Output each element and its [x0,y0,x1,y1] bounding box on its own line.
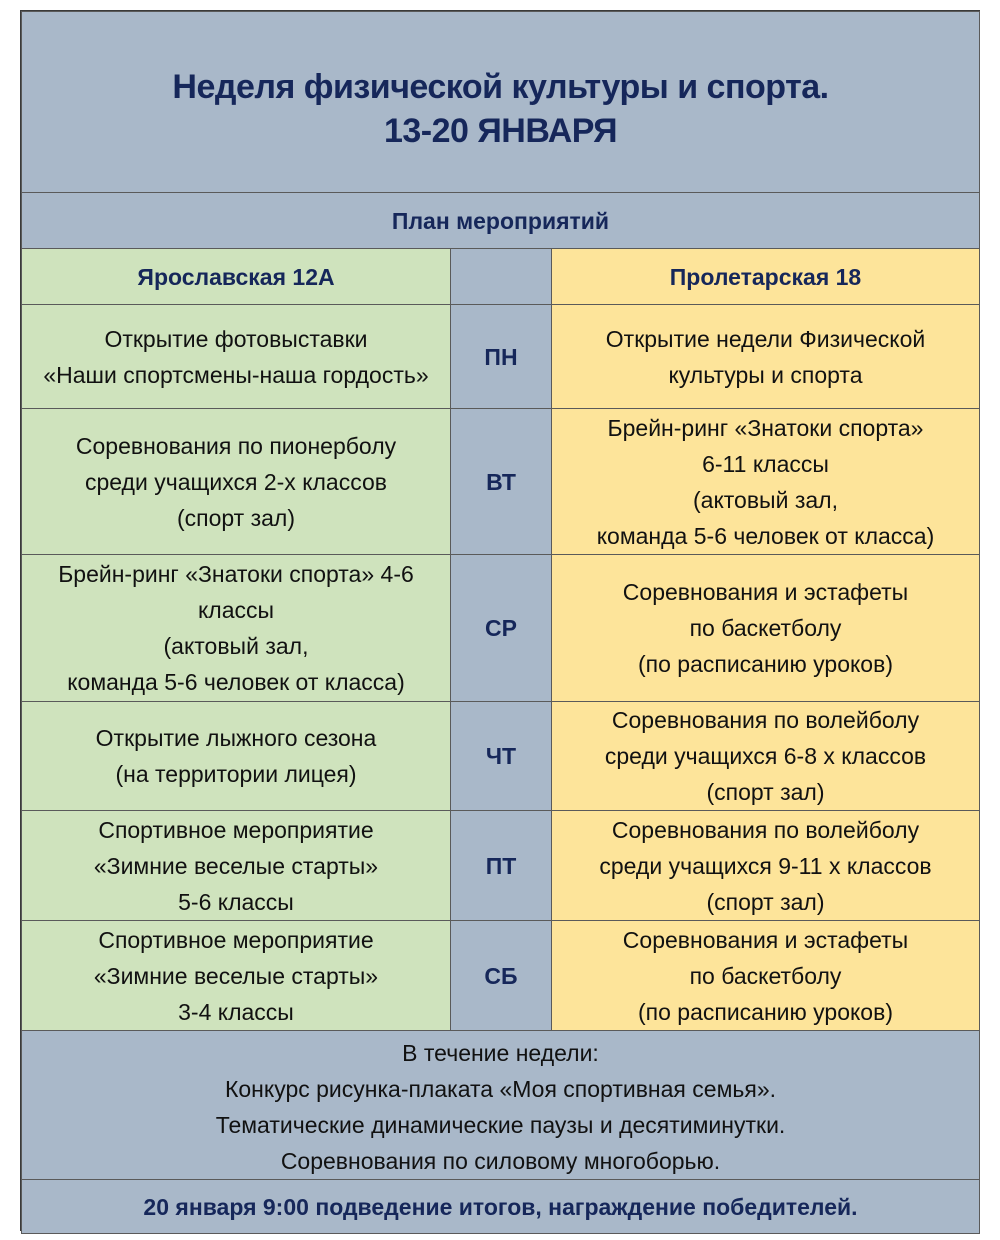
final-row [22,1180,980,1234]
cell-line: «Зимние веселые старты» [93,962,379,989]
day-label: ЧТ [451,702,552,811]
right-cell [552,305,980,409]
left-cell [22,555,451,702]
day-label: СР [451,555,552,702]
day-row [22,409,980,555]
day-row [22,921,980,1031]
cell-line: Брейн-ринг «Знатоки спорта» 4-6 [58,561,414,587]
final-note: 20 января 9:00 подведение итогов, награждение победителей. [22,1180,980,1234]
title-line-1: Неделя физической культуры и спорта. [172,68,829,106]
cell-line: (актовый зал, [693,486,838,513]
cell-line: Соревнования по волейболу [611,816,920,843]
footer-line: Тематические динамические паузы и десятиминутки. [215,1112,786,1138]
cell-line: по баскетболу [689,962,842,989]
footer-line: Конкурс рисунка-плаката «Моя спортивная семья». [224,1076,776,1102]
cell-line: по баскетболу [689,615,842,641]
cell-line: (спорт зал) [176,504,296,531]
title-row [22,12,980,193]
cell-line: Соревнования по пионерболу [75,432,397,459]
footer-row [22,1031,980,1180]
cell-line: Открытие фотовыставки [104,325,368,352]
page-title [22,12,980,193]
day-label: ПН [451,305,552,409]
right-cell [552,921,980,1031]
day-label: ПТ [451,811,552,921]
cell-line: культуры и спорта [668,361,863,388]
cell-line: «Зимние веселые старты» [93,852,379,879]
day-row [22,811,980,921]
cell-line: команда 5-6 человек от класса) [67,669,405,695]
right-cell [552,555,980,702]
column-header-left: Ярославская 12А [22,249,451,305]
cell-line: 5-6 классы [178,888,294,915]
cell-line: Спортивное мероприятие [98,926,374,953]
plan-subtitle: План мероприятий [22,193,980,249]
left-cell [22,811,451,921]
right-cell [552,811,980,921]
cell-line: среди учащихся 9-11 х классов [599,852,932,879]
cell-line: Открытие недели Физической [605,325,926,352]
day-row [22,305,980,409]
weekly-activities [22,1031,980,1180]
footer-heading: В течение недели: [402,1040,599,1066]
day-row [22,555,980,702]
schedule-table [21,11,980,1234]
cell-line: (на территории лицея) [115,761,357,787]
left-cell [22,702,451,811]
cell-line: «Наши спортсмены-наша гордость» [43,361,429,388]
cell-line: 6-11 классы [702,450,829,477]
cell-line: команда 5-6 человек от класса) [596,522,935,549]
title-line-2: 13-20 ЯНВАРЯ [383,112,618,150]
cell-line: среди учащихся 6-8 х классов [604,743,927,769]
left-cell [22,305,451,409]
cell-line: Спортивное мероприятие [98,816,374,843]
header-row [22,249,980,305]
left-cell [22,921,451,1031]
cell-line: 3-4 классы [178,998,294,1025]
cell-line: среди учащихся 2-х классов [84,468,387,495]
left-cell [22,409,451,555]
right-cell [552,409,980,555]
day-label: СБ [451,921,552,1031]
column-header-middle [451,249,552,305]
cell-line: (актовый зал, [163,633,309,659]
day-label: ВТ [451,409,552,555]
cell-line: (спорт зал) [706,779,825,805]
cell-line: Соревнования и эстафеты [622,926,909,953]
cell-line: (спорт зал) [706,888,825,915]
column-header-right: Пролетарская 18 [552,249,980,305]
cell-line: (по расписанию уроков) [638,651,893,677]
cell-line: Соревнования по волейболу [611,707,920,733]
cell-line: классы [197,597,275,623]
cell-line: Соревнования и эстафеты [622,579,909,605]
footer-line: Соревнования по силовому многоборью. [280,1148,721,1174]
cell-line: Брейн-ринг «Знатоки спорта» [607,414,924,441]
right-cell [552,702,980,811]
cell-line: Открытие лыжного сезона [95,725,377,751]
subtitle-row [22,193,980,249]
day-row [22,702,980,811]
schedule-sheet [20,10,980,1231]
cell-line: (по расписанию уроков) [638,998,893,1025]
